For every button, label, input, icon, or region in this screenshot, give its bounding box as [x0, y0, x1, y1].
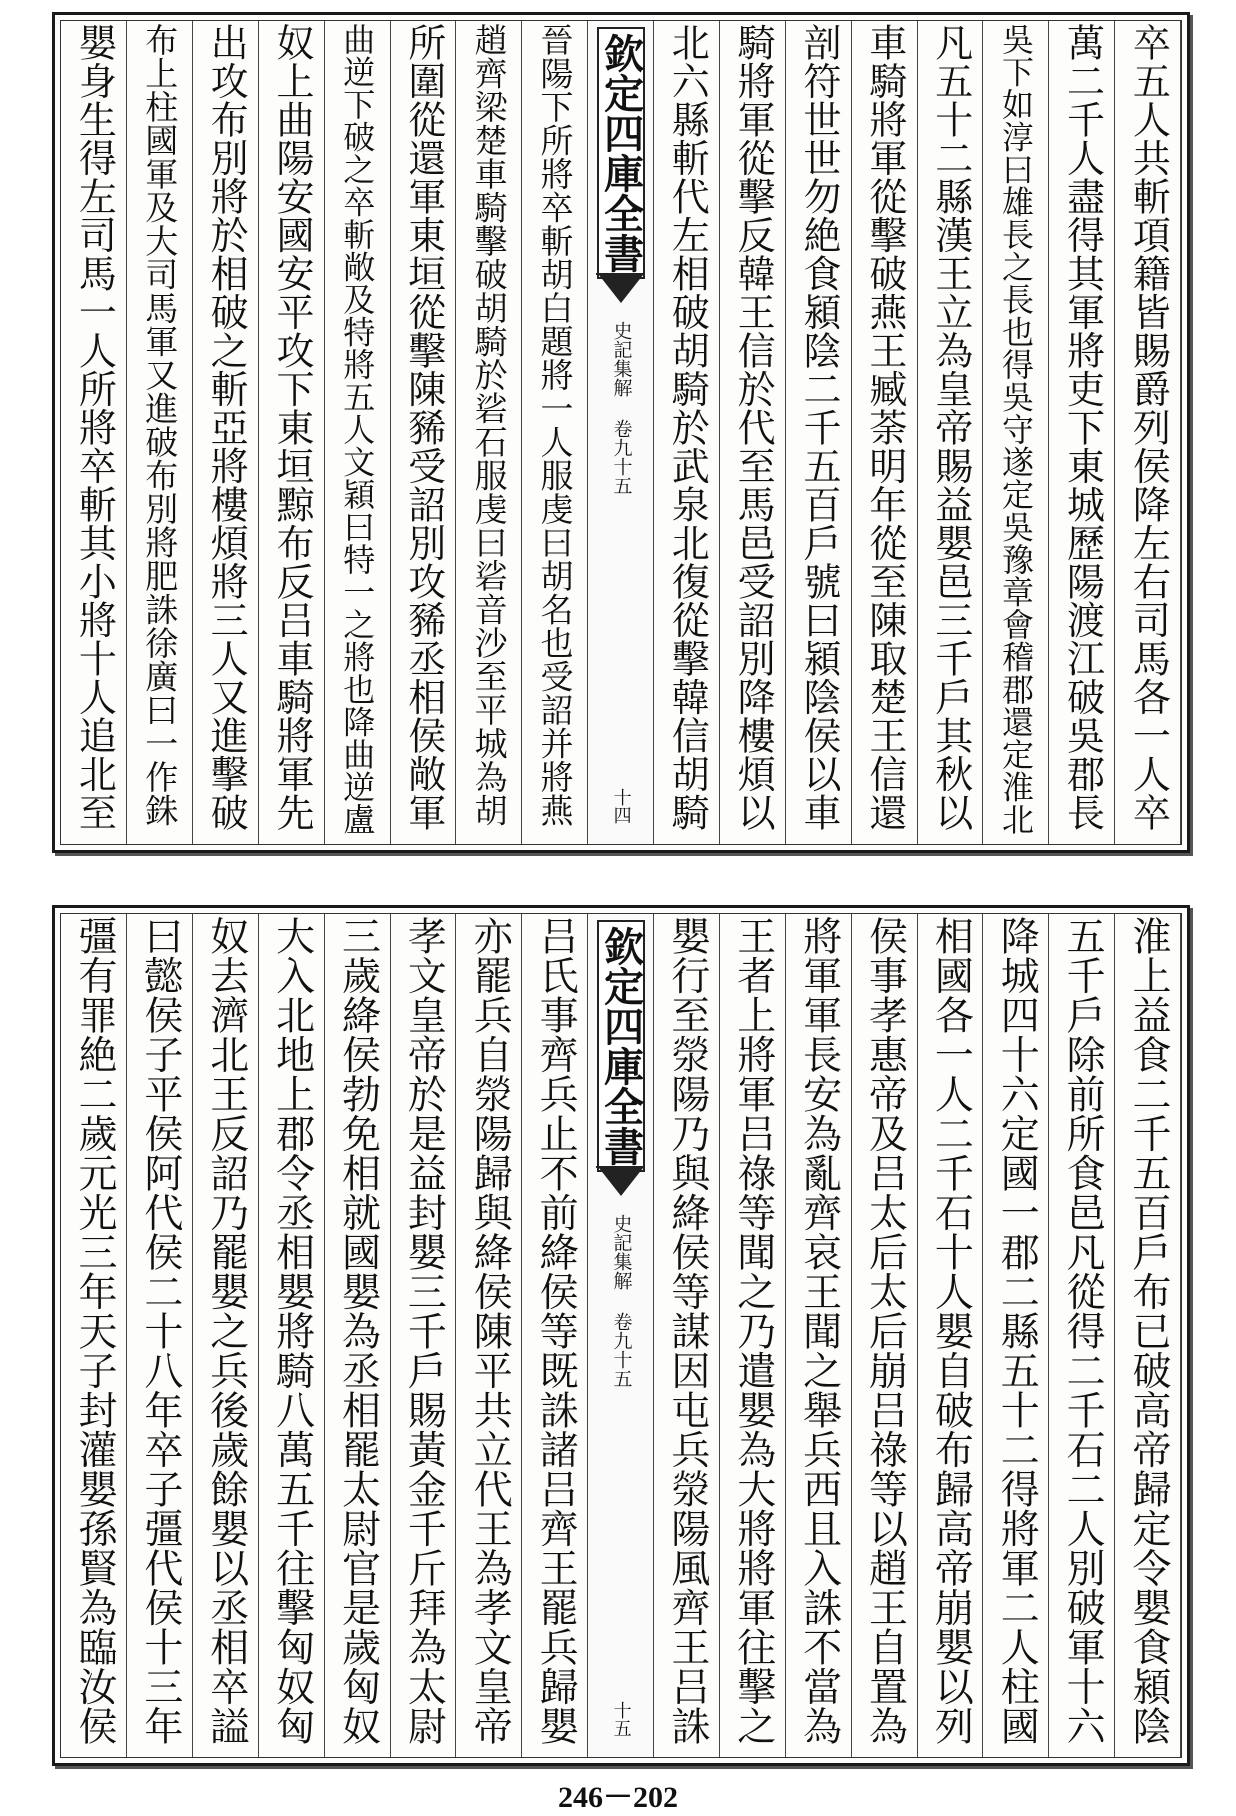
- text-column: 彊有罪絶二歲元光三年天子封灌嬰孫賢為臨汝侯: [71, 916, 117, 1746]
- text-column: 出攻布別將於相破之斬亞將樓煩將三人又進擊破: [204, 23, 249, 832]
- text-column: 卒五人共斬項籍皆賜爵列侯降左右司馬各一人卒: [1126, 23, 1171, 832]
- bottom-page-columns: [61, 914, 1181, 1757]
- text-column: 大入北地上郡令丞相嬰將騎八萬五千往擊匈奴匈: [269, 916, 315, 1746]
- book-title: 欽定四庫全書: [597, 920, 645, 1172]
- text-column: 孝文皇帝於是益封嬰三千戶賜黃金千斤拜為太尉: [401, 916, 447, 1746]
- text-column: 三歲絳侯勃免相就國嬰為丞相罷太尉官是歲匈奴: [335, 916, 381, 1746]
- chapter-label: 史記集解 卷九十五: [610, 1214, 633, 1388]
- text-column: 車騎將軍從擊破燕王臧荼明年從至陳取楚王信還: [862, 23, 907, 832]
- page-reference-number: 246－202: [558, 1781, 678, 1814]
- text-column: 嬰身生得左司馬一人所將卒斬其小將十人追北至: [72, 23, 117, 832]
- text-column: 晉陽下所將卒斬胡白題將一人服虔曰胡名也受詔并將燕: [535, 23, 575, 827]
- text-column: 萬二千人盡得其軍將吏下東城歷陽渡江破吳郡長: [1060, 23, 1105, 832]
- text-column: 布上柱國軍及大司馬軍又進破布別將肥誅徐廣曰一作銖: [140, 23, 180, 827]
- folio-number: 十五: [610, 1701, 632, 1737]
- text-column: 奴去濟北王反詔乃罷嬰之兵後歲餘嬰以丞相卒謚: [203, 916, 249, 1746]
- text-column: 吳下如淳曰雄長之長也得吳守遂定吳豫章會稽郡還定淮北: [997, 23, 1036, 836]
- text-column: 相國各一人二千石十人嬰自破布歸高帝崩嬰以列: [928, 916, 974, 1746]
- text-column: 剖符世世勿絶食潁陰二千五百戶號曰潁陰侯以車: [796, 23, 841, 832]
- text-column: 降城四十六定國一郡二縣五十二得將軍二人柱國: [994, 916, 1040, 1746]
- text-column: 五千戶除前所食邑凡從得二千石二人別破軍十六: [1060, 916, 1106, 1746]
- fish-tail-mark: [596, 273, 645, 315]
- text-column: 侯事孝惠帝及吕太后太后崩吕祿等以趙王自置為: [862, 916, 908, 1746]
- bottom-page: [52, 905, 1190, 1766]
- top-page: [52, 12, 1190, 853]
- text-column: 吕氏事齊兵止不前絳侯等既誅諸吕齊王罷兵歸嬰: [533, 916, 579, 1746]
- fish-tail-mark: [596, 1166, 645, 1208]
- book-title: 欽定四庫全書: [597, 27, 645, 279]
- chapter-label: 史記集解 卷九十五: [610, 321, 633, 495]
- text-column: 嬰行至滎陽乃與絳侯等謀因屯兵滎陽風齊王吕誅: [664, 916, 710, 1746]
- text-column: 北六縣斬代左相破胡騎於武泉北復從擊韓信胡騎: [665, 23, 710, 832]
- top-page-columns: [61, 21, 1181, 844]
- folio-number: 十四: [610, 788, 632, 824]
- center-fold: [588, 21, 654, 844]
- text-column: 王者上將軍吕祿等聞之乃遣嬰為大將將軍往擊之: [730, 916, 776, 1746]
- text-column: 奴上曲陽安國安平攻下東垣黥布反吕車騎將軍先: [269, 23, 314, 832]
- text-column: 曰懿侯子平侯阿代侯二十八年卒子彊代侯十三年: [137, 916, 183, 1746]
- text-column: 亦罷兵自滎陽歸與絳侯陳平共立代王為孝文皇帝: [467, 916, 513, 1746]
- text-column: 淮上益食二千五百戶布已破高帝歸定令嬰食潁陰: [1125, 916, 1171, 1746]
- text-column: 凡五十二縣漢王立為皇帝賜益嬰邑三千戶其秋以: [928, 23, 973, 832]
- text-column: 趙齊梁楚車騎擊破胡騎於硰石服虔曰硰音沙至平城為胡: [469, 23, 509, 827]
- text-column: 曲逆下破之卒斬敞及特將五人文穎曰特一之將也降曲逆盧: [338, 23, 377, 836]
- text-column: 將軍軍長安為亂齊哀王聞之舉兵西且入誅不當為: [796, 916, 842, 1746]
- center-fold: [588, 914, 654, 1757]
- text-column: 騎將軍從擊反韓王信於代至馬邑受詔別降樓煩以: [731, 23, 776, 832]
- text-column: 所圍從還軍東垣從擊陳豨受詔別攻豨丞相侯敞軍: [401, 23, 446, 832]
